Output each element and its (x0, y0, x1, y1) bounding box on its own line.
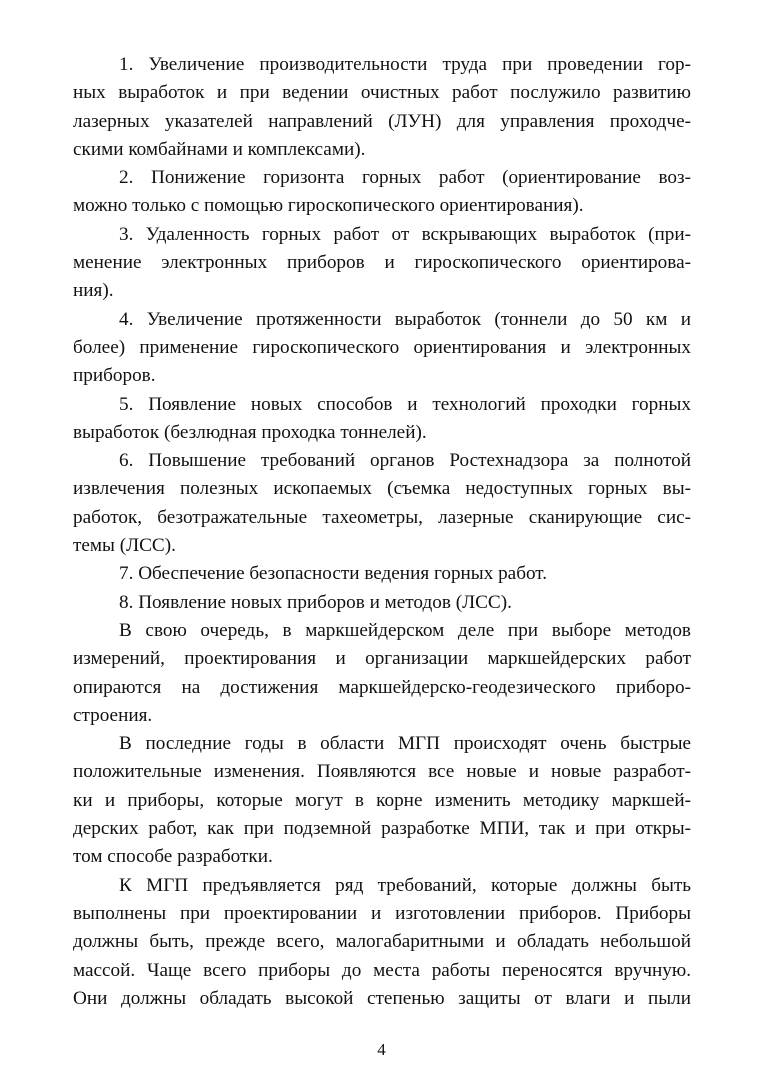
text-line: скими комбайнами и комплексами). (73, 138, 366, 160)
text-line: менение электронных приборов и гироскопического ориентирова- (73, 252, 691, 274)
text-line: дерских работ, как при подземной разработке МПИ, так и при откры- (73, 818, 691, 840)
paragraph-3 (73, 221, 691, 306)
text-line: Они должны обладать высокой степенью защиты от влаги и пыли (73, 987, 691, 1009)
text-line: темы (ЛСС). (73, 535, 176, 557)
text-line: ния). (73, 280, 114, 302)
text-line: 6. Повышение требований органов Ростехнадзора за полнотой (119, 450, 691, 472)
text-line: 3. Удаленность горных работ от вскрывающих выработок (при- (119, 223, 691, 245)
text-line: должны быть, прежде всего, малогабаритными и обладать небольшой (73, 931, 691, 953)
text-line: извлечения полезных ископаемых (съемка недоступных горных вы- (73, 478, 691, 500)
paragraph-8 (73, 589, 691, 617)
text-line: ки и приборы, которые могут в корне изменить методику маркшей- (73, 789, 691, 811)
text-line: выполнены при проектировании и изготовлении приборов. Приборы (73, 902, 691, 924)
paragraph-6 (73, 447, 691, 560)
text-line: опираются на достижения маркшейдерско-геодезического приборо- (73, 676, 691, 698)
document-page (73, 51, 691, 1013)
text-line: 1. Увеличение производительности труда при проведении гор- (119, 54, 691, 75)
paragraph-7 (73, 560, 691, 588)
text-line: 8. Появление новых приборов и методов (ЛСС). (119, 591, 512, 613)
paragraph-10 (73, 730, 691, 871)
text-line: работок, безотражательные тахеометры, лазерные сканирующие сис- (73, 506, 691, 528)
paragraph-9 (73, 617, 691, 730)
text-line: 7. Обеспечение безопасности ведения горных работ. (119, 563, 548, 585)
paragraph-4 (73, 306, 691, 391)
text-line: 2. Понижение горизонта горных работ (ориентирование воз- (119, 167, 691, 189)
text-line: том способе разработки. (73, 846, 273, 868)
text-line: В свою очередь, в маркшейдерском деле при выборе методов (119, 619, 691, 641)
text-line: измерений, проектирования и организации маркшейдерских работ (73, 648, 691, 670)
text-line: ных выработок и при ведении очистных работ послужило развитию (73, 82, 691, 104)
text-line: более) применение гироскопического ориентирования и электронных (73, 336, 691, 358)
page-number: 4 (377, 1040, 386, 1059)
text-line: лазерных указателей направлений (ЛУН) для управления проходче- (73, 110, 691, 132)
text-line: положительные изменения. Появляются все новые и новые разработ- (73, 761, 691, 783)
text-line: выработок (безлюдная проходка тоннелей). (73, 421, 427, 443)
paragraph-11 (73, 872, 691, 1013)
text-line: массой. Чаще всего приборы до места работы переносятся вручную. (73, 959, 691, 981)
paragraph-1 (73, 51, 691, 164)
text-line: К МГП предъявляется ряд требований, которые должны быть (119, 874, 691, 896)
text-line: В последние годы в области МГП происходят очень быстрые (119, 733, 691, 755)
paragraph-2 (73, 164, 691, 221)
text-line: приборов. (73, 365, 156, 387)
text-line: 4. Увеличение протяженности выработок (тоннели до 50 км и (119, 308, 691, 330)
paragraph-5 (73, 391, 691, 448)
text-line: можно только с помощью гироскопического ориентирования). (73, 195, 584, 217)
text-line: строения. (73, 704, 153, 726)
text-line: 5. Появление новых способов и технологий проходки горных (119, 393, 691, 415)
